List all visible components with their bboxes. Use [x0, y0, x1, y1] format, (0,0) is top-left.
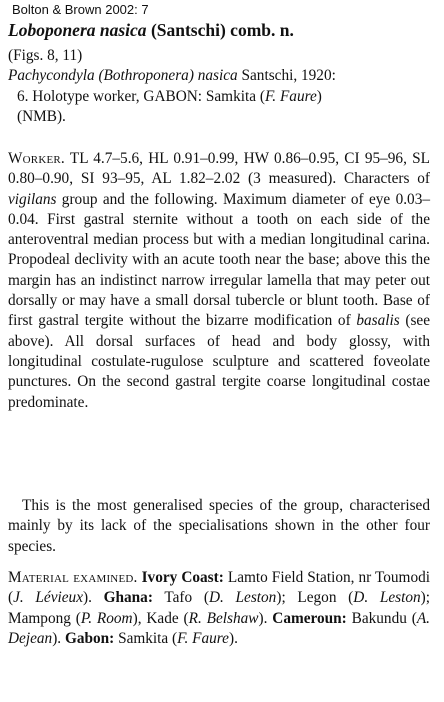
country-ivory-coast: Ivory Coast:: [141, 569, 224, 586]
original-author: Santschi, 1920:: [237, 67, 336, 85]
collector-name: D. Leston: [208, 589, 277, 607]
vigilans-name: vigilans: [8, 190, 57, 208]
remark-paragraph: This is the most generalised species of the group, characterised mainly by its lack of the specialisations shown in the other four species.: [8, 497, 430, 555]
collector-name: P. Room: [80, 609, 133, 627]
country-cameroun: Cameroun:: [272, 609, 347, 627]
collector-name: F. Faure: [177, 629, 229, 647]
species-title: [8, 19, 294, 41]
worker-text-2: group and the following. Maximum diameter of eye 0.03–0.04. First gastral sternite without a tooth on each side of the anteroventral median process but with a median longitudinal carina. Propodeal declivity with an acute tooth near the base; above this the margin has an indistinct narrow irregular lamella that may peter out dorsally or may have a small dorsal tubercle or blunt tooth. Base of first gastral tergite without the bizarre modification of: [8, 190, 430, 330]
holotype-line: [8, 87, 430, 107]
material-examined: [8, 568, 430, 649]
worker-text-1: TL 4.7–5.6, HL 0.91–0.99, HW 0.86–0.95, CI 95–96, SL 0.80–0.90, SI 93–95, AL 1.82–2.02 (3 measured). Characters of: [8, 150, 430, 188]
species-author-status: (Santschi) comb. n.: [146, 20, 294, 40]
locality-text: ).: [258, 609, 273, 627]
collector-name: R. Belshaw: [188, 609, 259, 627]
locality-text: ).: [228, 629, 238, 647]
worker-text-3: (see above). All dorsal surfaces of head and body glossy, with longitudinal costulate-rugulose sculpture and scattered foveolate punctures. On the second gastral tergite coarse longitudinal costae predominate.: [8, 312, 430, 411]
collector-name: J. Lévieux: [13, 589, 83, 607]
country-gabon: Gabon:: [64, 629, 115, 647]
citation-header: Bolton & Brown 2002: 7: [12, 2, 149, 17]
locality-text: ).: [83, 589, 104, 607]
synonymy-section: [8, 46, 430, 127]
locality-text: ); Mampong (: [8, 589, 430, 627]
locality-text: Tafo (: [152, 589, 209, 607]
collector-name: D. Leston: [353, 589, 421, 607]
original-combination-line: [8, 66, 430, 86]
worker-description: [8, 149, 430, 413]
country-ghana: Ghana:: [103, 589, 153, 607]
holotype-text: 6. Holotype worker, GABON: Samkita (: [17, 87, 265, 105]
repository: (NMB).: [17, 107, 66, 125]
original-combination-name: Pachycondyla (Bothroponera) nasica: [8, 67, 238, 85]
holotype-close: ): [316, 87, 322, 105]
collector-name: A. Dejean: [8, 609, 430, 647]
locality-text: Lamto Field Station, nr Toumodi (: [8, 569, 431, 607]
worker-label: Worker.: [8, 150, 65, 167]
material-label: Material examined.: [8, 569, 138, 586]
locality-text: ).: [52, 629, 65, 647]
locality-text: ); Legon (: [276, 589, 354, 607]
figure-reference: (Figs. 8, 11): [8, 47, 83, 64]
locality-text: Bakundu (: [346, 609, 417, 627]
species-name: Loboponera nasica: [8, 20, 147, 40]
basalis-name: basalis: [356, 312, 400, 330]
holotype-collector: F. Faure: [264, 87, 317, 105]
locality-text: ), Kade (: [132, 609, 189, 627]
locality-text: Samkita (: [114, 629, 178, 647]
